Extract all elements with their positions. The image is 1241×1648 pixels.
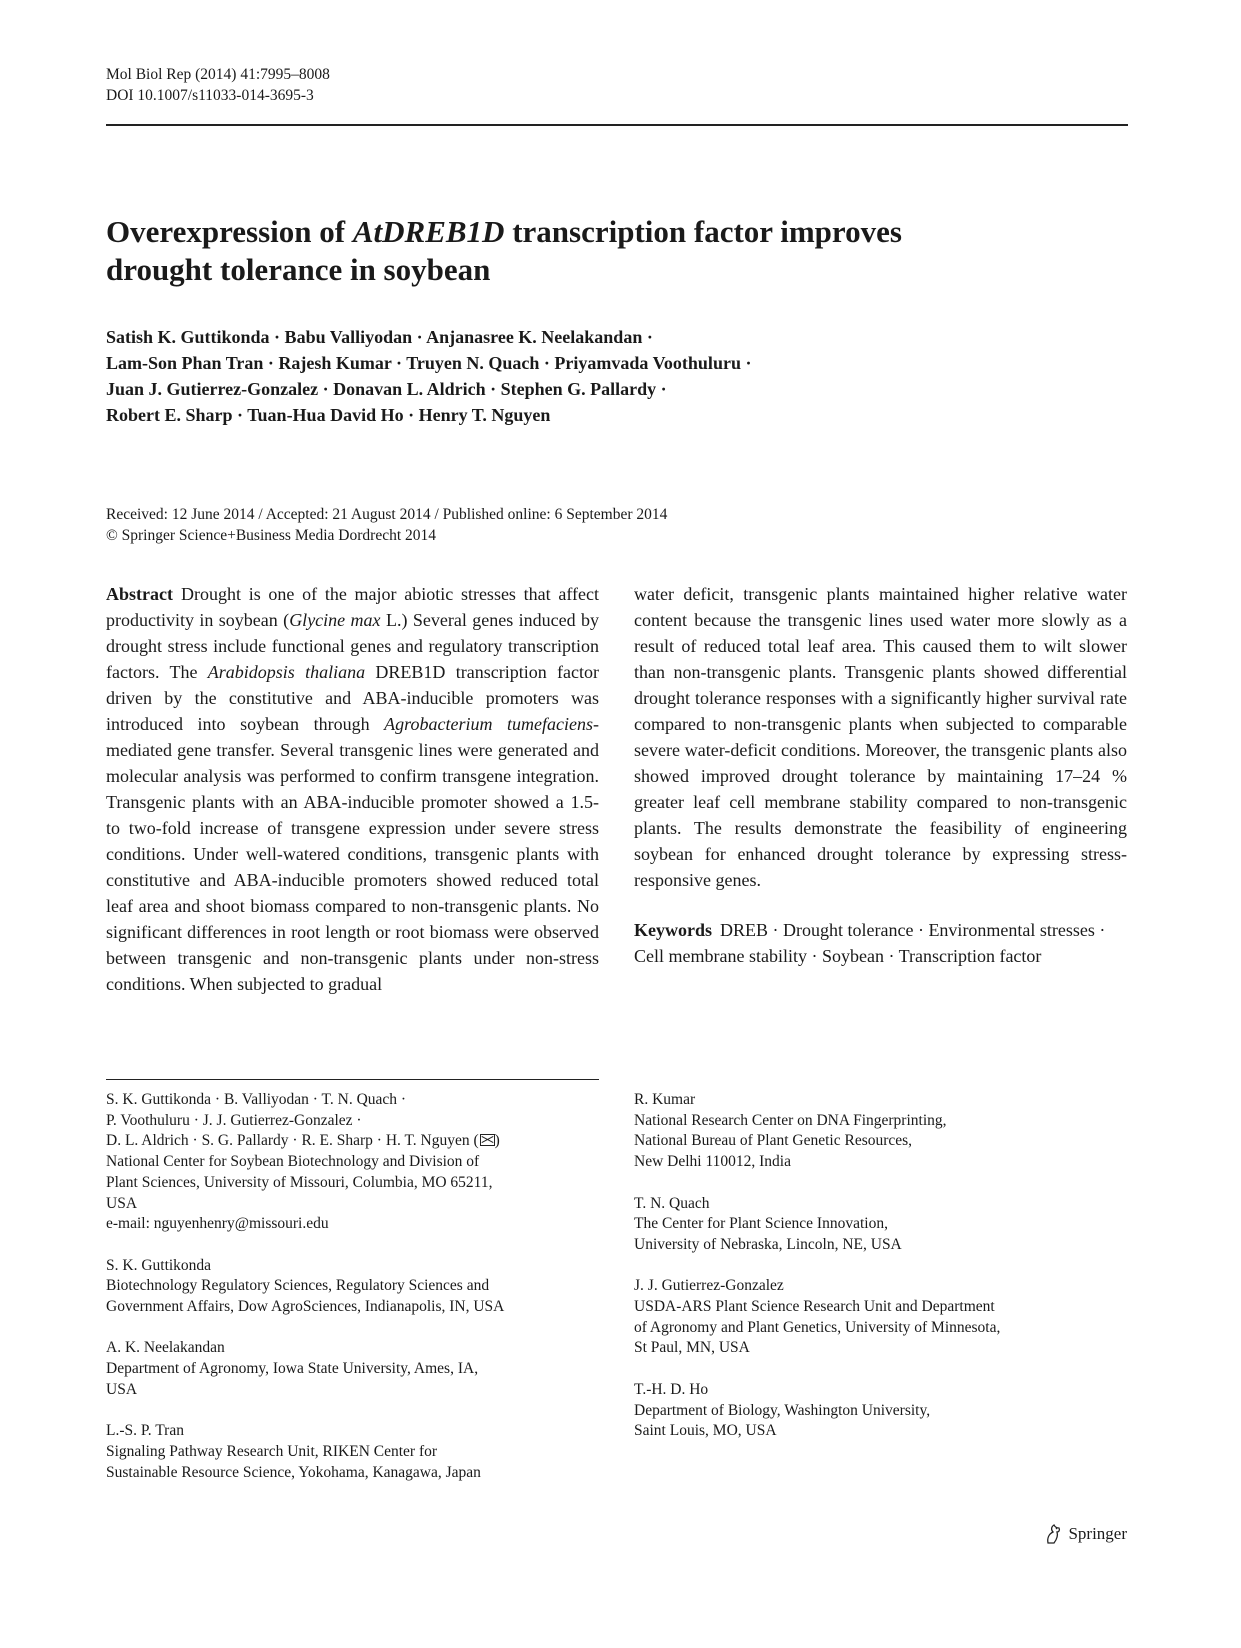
corresponding-author: D. L. Aldrich · S. G. Pallardy · R. E. Sharp · H. T. Nguyen ( ) bbox=[106, 1132, 500, 1150]
affiliation: S. K. Guttikonda Biotechnology Regulatory Sciences, Regulatory Sciences and Government Affairs, Dow AgroSciences, Indianapolis, IN, USA bbox=[106, 1256, 505, 1316]
affiliation: L.-S. P. Tran Signaling Pathway Research Unit, RIKEN Center for Sustainable Resource Science, Yokohama, Kanagawa, Japan bbox=[106, 1422, 481, 1481]
keywords bbox=[634, 917, 1127, 969]
springer-horse-icon bbox=[1043, 1523, 1063, 1545]
date-history: Received: 12 June 2014 / Accepted: 21 August 2014 / Published online: 6 September 2014 bbox=[106, 506, 668, 523]
footnote-rule bbox=[106, 1079, 599, 1080]
abstract-continued-column bbox=[634, 581, 1127, 969]
journal-header bbox=[106, 64, 330, 106]
affiliation: T.-H. D. Ho Department of Biology, Washington University, Saint Louis, MO, USA bbox=[634, 1380, 931, 1440]
publication-dates bbox=[106, 504, 667, 546]
doi[interactable]: DOI 10.1007/s11033-014-3695-3 bbox=[106, 87, 314, 104]
abstract-continued: water deficit, transgenic plants maintained higher relative water content because the transgenic lines used water more slowly as a result of reduced total leaf area. This caused them to wilt slower than non-transgenic plants. Transgenic plants showed differential drought tolerance responses with a significantly higher survival rate compared to non-transgenic plants when subjected to comparable severe water-deficit conditions. Moreover, the transgenic plants also showed improved drought tolerance by maintaining 17–24 % greater leaf cell membrane stability compared to non-transgenic plants. The results demonstrate the feasibility of engineering soybean for enhanced drought tolerance by expressing stress-responsive genes. bbox=[634, 584, 1127, 890]
affiliation: J. J. Gutierrez-Gonzalez USDA-ARS Plant Science Research Unit and Department of Agronomy and Plant Genetics, University of Minnesota, St Paul, MN, USA bbox=[634, 1277, 1001, 1357]
author-line: Juan J. Gutierrez-Gonzalez · Donavan L. Aldrich · Stephen G. Pallardy · bbox=[106, 379, 667, 399]
affiliation: S. K. Guttikonda · B. Valliyodan · T. N. Quach · P. Voothuluru · J. J. Gutierrez-Gonzalez · D. L. Aldrich · S. G. Pallardy · R. E. Sharp · H. T. Nguyen ( ) National Center for Soybean Biotechnology and Division of Plant Sciences, University of Missouri, Columbia, MO 65211, USA e-mail: nguyenhenry@missouri.edu bbox=[106, 1090, 599, 1235]
keywords-text: DREB · Drought tolerance · Environmental stresses · Cell membrane stability · Soybean · Transcription factor bbox=[634, 920, 1106, 966]
title-line-1: Overexpression of AtDREB1D transcription factor improves bbox=[106, 214, 902, 249]
affiliation: T. N. Quach The Center for Plant Science Innovation, University of Nebraska, Lincoln, NE, USA bbox=[634, 1194, 902, 1253]
keywords-label: Keywords bbox=[634, 920, 712, 940]
author-line: Robert E. Sharp · Tuan-Hua David Ho · Henry T. Nguyen bbox=[106, 405, 551, 425]
citation: Mol Biol Rep (2014) 41:7995–8008 bbox=[106, 66, 330, 83]
agrobacterium-name: Agrobacterium tumefaciens bbox=[384, 714, 593, 734]
abstract-label: Abstract bbox=[106, 584, 173, 604]
publisher-logo bbox=[1043, 1523, 1127, 1545]
header-rule bbox=[106, 124, 1128, 126]
envelope-icon bbox=[480, 1134, 495, 1146]
arabidopsis-name: Arabidopsis thaliana bbox=[207, 662, 366, 682]
copyright: © Springer Science+Business Media Dordrecht 2014 bbox=[106, 527, 437, 544]
affiliation: R. Kumar National Research Center on DNA Fingerprinting, National Bureau of Plant Genetic Resources, New Delhi 110012, India bbox=[634, 1091, 947, 1171]
author-line: Satish K. Guttikonda · Babu Valliyodan · Anjanasree K. Neelakandan · bbox=[106, 327, 653, 347]
article-title bbox=[106, 213, 1106, 289]
affiliation: A. K. Neelakandan Department of Agronomy, Iowa State University, Ames, IA, USA bbox=[106, 1339, 479, 1398]
gene-name: AtDREB1D bbox=[352, 214, 505, 249]
abstract: Abstract Drought is one of the major abiotic stresses that affect productivity in soybean (Glycine max L.) Several genes induced by drought stress include functional genes and regulatory transcription factors. The Arabidopsis thaliana DREB1D transcription factor driven by the constitutive and ABA-inducible promoters was introduced into soybean through Agrobacterium tumefaciens-mediated gene transfer. Several transgenic lines were generated and molecular analysis was performed to confirm transgene integration. Transgenic plants with an ABA-inducible promoter showed a 1.5- to two-fold increase of transgene expression under severe stress conditions. Under well-watered conditions, transgenic plants with constitutive and ABA-inducible promoters showed reduced total leaf area and shoot biomass compared to non-transgenic plants. No significant differences in root length or root biomass were observed between transgenic and non-transgenic plants under non-stress conditions. When subjected to gradual bbox=[106, 584, 600, 994]
species-name: Glycine max bbox=[289, 610, 381, 630]
affiliations-right bbox=[634, 1090, 1127, 1463]
title-line-2: drought tolerance in soybean bbox=[106, 252, 491, 287]
author-list bbox=[106, 324, 1106, 428]
email-link[interactable]: e-mail: nguyenhenry@missouri.edu bbox=[106, 1215, 329, 1233]
author-line: Lam-Son Phan Tran · Rajesh Kumar · Truyen N. Quach · Priyamvada Voothuluru · bbox=[106, 353, 752, 373]
affiliations-left bbox=[106, 1090, 599, 1504]
publisher-name: Springer bbox=[1068, 1524, 1127, 1543]
